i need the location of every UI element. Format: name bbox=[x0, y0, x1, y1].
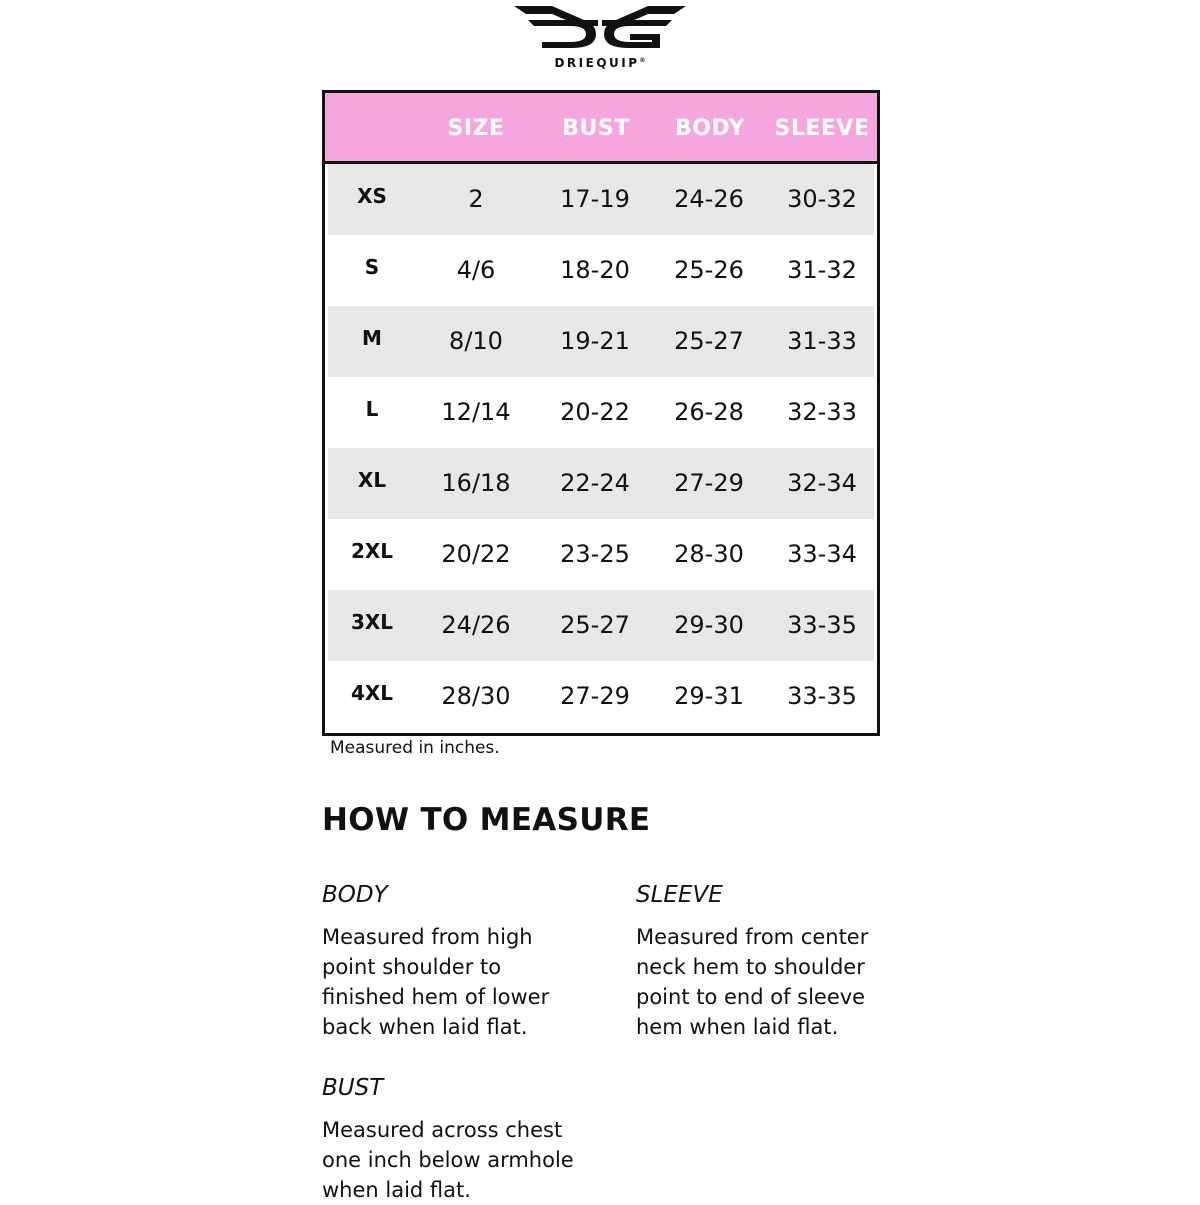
sleeve-line: point to end of sleeve bbox=[636, 985, 866, 1009]
sleeve-description bbox=[636, 922, 936, 1042]
bust-cell: 23-25 bbox=[560, 540, 630, 568]
sleeve-heading: SLEEVE bbox=[636, 882, 723, 908]
size-label-cell: 3XL bbox=[350, 610, 394, 634]
brand-name: DRIEQUIP bbox=[554, 56, 640, 70]
bust-cell: 22-24 bbox=[560, 469, 630, 497]
table-row bbox=[328, 306, 874, 377]
sleeve-cell: 31-32 bbox=[787, 256, 857, 284]
body-cell: 26-28 bbox=[674, 398, 744, 426]
size-label-cell: M bbox=[362, 326, 382, 350]
bust-heading: BUST bbox=[322, 1075, 384, 1101]
header-cell-bust: BUST bbox=[562, 116, 630, 141]
table-row bbox=[328, 448, 874, 519]
table-row bbox=[328, 661, 874, 732]
bust-line: one inch below armhole bbox=[322, 1148, 574, 1172]
how-to-measure-title: HOW TO MEASURE bbox=[322, 802, 651, 838]
sleeve-line: Measured from center bbox=[636, 925, 869, 949]
bust-cell: 27-29 bbox=[560, 682, 630, 710]
body-heading: BODY bbox=[322, 882, 388, 908]
numeric-size-cell: 12/14 bbox=[441, 398, 511, 426]
size-chart-table bbox=[322, 90, 880, 736]
table-row bbox=[328, 519, 874, 590]
size-label-cell: XS bbox=[357, 184, 387, 208]
bust-cell: 20-22 bbox=[560, 398, 630, 426]
body-line: point shoulder to bbox=[322, 955, 502, 979]
body-cell: 25-26 bbox=[674, 256, 744, 284]
bust-cell: 25-27 bbox=[560, 611, 630, 639]
bust-cell: 18-20 bbox=[560, 256, 630, 284]
size-chart-header-row bbox=[325, 93, 877, 164]
brand-logo bbox=[500, 0, 700, 80]
units-note: Measured in inches. bbox=[330, 738, 500, 758]
sleeve-cell: 32-34 bbox=[787, 469, 857, 497]
bust-line: when laid flat. bbox=[322, 1178, 471, 1202]
sleeve-cell: 32-33 bbox=[787, 398, 857, 426]
size-label-cell: 2XL bbox=[350, 539, 394, 563]
sleeve-cell: 33-35 bbox=[787, 682, 857, 710]
bust-line: Measured across chest bbox=[322, 1118, 563, 1142]
bust-description bbox=[322, 1115, 622, 1205]
body-cell: 29-30 bbox=[674, 611, 744, 639]
brand-wordmark bbox=[500, 56, 700, 70]
bust-cell: 19-21 bbox=[560, 327, 630, 355]
body-cell: 28-30 bbox=[674, 540, 744, 568]
body-cell: 24-26 bbox=[674, 185, 744, 213]
numeric-size-cell: 2 bbox=[468, 185, 484, 213]
numeric-size-cell: 8/10 bbox=[449, 327, 503, 355]
size-label-cell: 4XL bbox=[350, 681, 394, 705]
numeric-size-cell: 28/30 bbox=[441, 682, 511, 710]
header-cell-sleeve: SLEEVE bbox=[774, 116, 870, 141]
body-line: back when laid flat. bbox=[322, 1015, 528, 1039]
size-label-cell: L bbox=[365, 397, 379, 421]
sleeve-cell: 33-34 bbox=[787, 540, 857, 568]
table-row bbox=[328, 235, 874, 306]
sleeve-line: neck hem to shoulder bbox=[636, 955, 865, 979]
numeric-size-cell: 24/26 bbox=[441, 611, 511, 639]
bust-cell: 17-19 bbox=[560, 185, 630, 213]
numeric-size-cell: 20/22 bbox=[441, 540, 511, 568]
body-description bbox=[322, 922, 622, 1042]
body-cell: 25-27 bbox=[674, 327, 744, 355]
body-line: Measured from high bbox=[322, 925, 533, 949]
body-cell: 29-31 bbox=[674, 682, 744, 710]
header-cell-body: BODY bbox=[674, 116, 746, 141]
size-label-cell: S bbox=[364, 255, 380, 279]
numeric-size-cell: 4/6 bbox=[456, 256, 496, 284]
sleeve-line: hem when laid flat. bbox=[636, 1015, 839, 1039]
table-row bbox=[328, 590, 874, 661]
size-label-cell: XL bbox=[357, 468, 387, 492]
table-row bbox=[328, 377, 874, 448]
table-row bbox=[328, 164, 874, 235]
sleeve-cell: 30-32 bbox=[787, 185, 857, 213]
body-line: finished hem of lower bbox=[322, 985, 550, 1009]
sleeve-cell: 31-33 bbox=[787, 327, 857, 355]
numeric-size-cell: 16/18 bbox=[441, 469, 511, 497]
header-cell-blank bbox=[325, 93, 413, 161]
header-cell-size: SIZE bbox=[447, 116, 505, 141]
winged-dg-emblem-icon bbox=[512, 2, 688, 54]
sleeve-cell: 33-35 bbox=[787, 611, 857, 639]
registered-mark: ® bbox=[639, 57, 646, 64]
body-cell: 27-29 bbox=[674, 469, 744, 497]
